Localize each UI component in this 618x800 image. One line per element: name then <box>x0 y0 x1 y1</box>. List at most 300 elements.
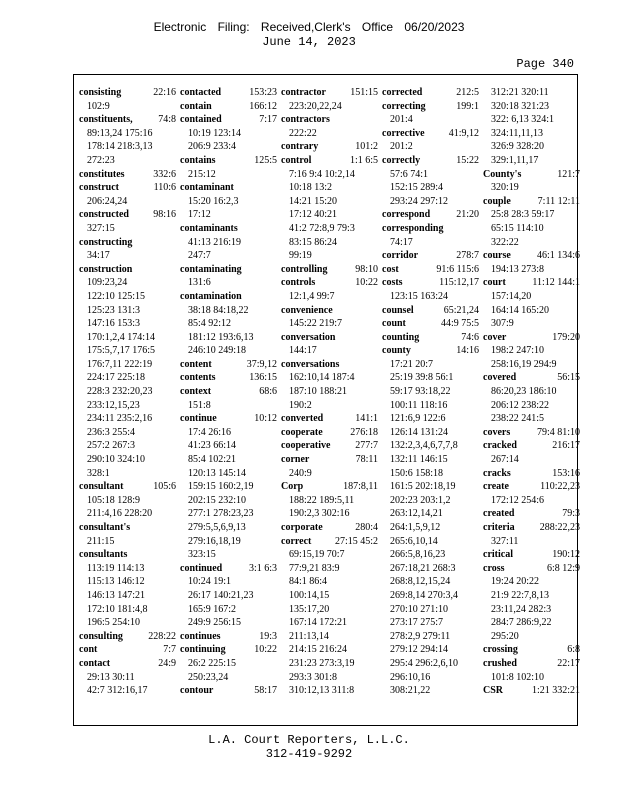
index-line <box>79 467 176 481</box>
index-line <box>382 603 479 617</box>
index-word: contractor <box>281 87 326 98</box>
page-line-reference: 98:16 <box>153 209 176 221</box>
page-line-reference: 25:8 28:3 59:17 <box>491 209 555 221</box>
index-entry <box>483 684 580 698</box>
index-entry <box>79 236 176 263</box>
page-line-reference: 98:10 <box>355 263 378 275</box>
page-line-reference: 121:6,9 122:6 <box>390 413 446 425</box>
index-line <box>382 208 479 222</box>
index-entry <box>483 507 580 521</box>
page-number: Page 340 <box>516 57 574 71</box>
index-word: construct <box>79 182 119 194</box>
index-line <box>79 263 176 277</box>
page-line-reference: 7:11 12:11 <box>537 195 580 207</box>
index-word: county <box>382 345 411 357</box>
page-line-reference: 29:13 30:11 <box>87 671 135 683</box>
index-line <box>180 548 277 562</box>
index-line <box>382 331 479 345</box>
index-line <box>483 684 580 698</box>
index-line <box>382 154 479 168</box>
index-word: Corp <box>281 481 304 493</box>
index-word: conversations <box>281 358 340 370</box>
index-entry <box>281 276 378 303</box>
page-line-reference: 264:1,5,9,12 <box>390 522 441 533</box>
index-entry <box>483 643 580 657</box>
index-line <box>483 344 580 358</box>
page-line-reference: 109:23,24 <box>87 277 128 289</box>
index-line <box>281 575 378 589</box>
index-line <box>180 684 277 698</box>
page-line-reference: 58:17 <box>254 685 277 697</box>
page-line-reference: 206:24,24 <box>87 195 128 207</box>
page-line-reference: 125:5 <box>254 154 277 166</box>
index-line <box>281 358 378 372</box>
page-line-reference: 202:15 232:10 <box>188 494 247 506</box>
page-line-reference: 105:18 128:9 <box>87 494 141 506</box>
index-line <box>382 453 479 467</box>
page-line-reference: 6:8 12:9 <box>546 562 580 574</box>
index-line <box>180 113 277 127</box>
index-line <box>79 86 176 100</box>
index-line <box>281 100 378 114</box>
index-line <box>79 385 176 399</box>
index-entry <box>180 86 277 100</box>
index-line <box>483 399 580 413</box>
index-entry <box>483 195 580 249</box>
page-line-reference: 34:17 <box>87 250 110 262</box>
index-line <box>180 589 277 603</box>
index-line <box>79 643 176 657</box>
index-word: correcting <box>382 100 426 112</box>
index-entry <box>79 168 176 182</box>
index-entry <box>483 480 580 507</box>
index-line <box>79 671 176 685</box>
index-word: controlling <box>281 263 328 275</box>
page-line-reference: 113:19 114:13 <box>87 562 145 574</box>
index-entry <box>281 426 378 440</box>
page-line-reference: 258:16,19 294:9 <box>491 358 557 370</box>
index-line <box>281 507 378 521</box>
index-line <box>180 616 277 630</box>
index-line <box>180 168 277 182</box>
index-line <box>483 304 580 318</box>
index-word: contains <box>180 154 216 166</box>
index-word: contractors <box>281 114 330 126</box>
index-line <box>79 222 176 236</box>
index-word: couple <box>483 195 511 207</box>
index-line <box>79 154 176 168</box>
page-line-reference: 99:19 <box>289 250 312 262</box>
page-line-reference: 234:11 235:2,16 <box>87 413 153 425</box>
page-line-reference: 329:1,11,17 <box>491 154 539 166</box>
index-entry <box>483 439 580 466</box>
index-entry <box>79 630 176 644</box>
index-word: controls <box>281 277 316 289</box>
index-word: contents <box>180 372 216 384</box>
page-line-reference: 126:14 131:24 <box>390 426 449 438</box>
index-line <box>382 358 479 372</box>
index-entry <box>483 548 580 562</box>
page-line-reference: 310:12,13 311:8 <box>289 685 355 697</box>
page-line-reference: 22:17 <box>557 657 580 669</box>
index-word: constituents, <box>79 114 133 126</box>
page-line-reference: 121:7 <box>557 168 580 180</box>
index-line <box>483 562 580 576</box>
index-line <box>281 236 378 250</box>
index-column <box>382 86 483 716</box>
index-line <box>483 113 580 127</box>
index-word: criteria <box>483 522 515 533</box>
index-line <box>483 494 580 508</box>
index-word: count <box>382 318 406 330</box>
page-line-reference: 78:11 <box>355 454 378 466</box>
index-line <box>382 562 479 576</box>
page-line-reference: 150:6 158:18 <box>390 467 444 479</box>
page-line-reference: 166:12 <box>249 100 277 112</box>
index-entry <box>180 100 277 114</box>
index-entry <box>483 521 580 548</box>
index-entry <box>281 439 378 453</box>
index-line <box>79 535 176 549</box>
page-line-reference: 14:21 15:20 <box>289 195 338 207</box>
index-word: continues <box>180 630 221 642</box>
index-entry <box>483 86 580 168</box>
index-line <box>79 412 176 426</box>
page-line-reference: 324:11,11,13 <box>491 127 544 139</box>
word-index <box>79 86 580 716</box>
index-line <box>281 684 378 698</box>
index-entry <box>483 562 580 644</box>
index-entry <box>180 412 277 562</box>
index-line <box>79 127 176 141</box>
index-entry <box>281 412 378 426</box>
index-line <box>483 671 580 685</box>
index-line <box>382 113 479 127</box>
index-line <box>180 344 277 358</box>
index-word: convenience <box>281 304 333 316</box>
index-entry <box>180 684 277 698</box>
index-line <box>483 589 580 603</box>
index-line <box>483 439 580 453</box>
page-line-reference: 201:4 <box>390 114 413 126</box>
index-line <box>483 331 580 345</box>
index-word: consulting <box>79 630 123 642</box>
index-line <box>281 671 378 685</box>
index-line <box>79 439 176 453</box>
index-line <box>483 154 580 168</box>
index-word: cracks <box>483 467 511 479</box>
page-line-reference: 194:13 273:8 <box>491 263 545 275</box>
index-line <box>483 222 580 236</box>
index-line <box>79 603 176 617</box>
index-column <box>180 86 281 716</box>
index-word: content <box>180 358 212 370</box>
index-entry <box>483 249 580 276</box>
index-line <box>281 276 378 290</box>
index-line <box>281 439 378 453</box>
index-column <box>281 86 382 716</box>
index-word: contact <box>79 657 111 669</box>
index-entry <box>382 86 479 100</box>
page-line-reference: 41:23 66:14 <box>188 440 237 452</box>
index-word: consisting <box>79 87 122 98</box>
index-word: covers <box>483 426 511 438</box>
index-word: crushed <box>483 657 517 669</box>
index-word: critical <box>483 549 513 561</box>
page-line-reference: 247:7 <box>188 250 211 262</box>
page-line-reference: 100:14,15 <box>289 589 330 601</box>
index-word: continuing <box>180 644 226 656</box>
index-word: cont <box>79 644 98 656</box>
page-line-reference: 110:6 <box>153 182 176 194</box>
index-entry <box>281 263 378 277</box>
index-line <box>483 657 580 671</box>
page-line-reference: 151:8 <box>188 399 211 411</box>
index-line <box>180 385 277 399</box>
page-line-reference: 277:7 <box>355 440 378 452</box>
page-line-reference: 151:15 <box>350 87 378 98</box>
index-line <box>382 643 479 657</box>
index-entry <box>281 358 378 412</box>
page-line-reference: 77:9,21 83:9 <box>289 562 340 574</box>
index-line <box>281 494 378 508</box>
index-line <box>180 643 277 657</box>
page-line-reference: 21:9 22:7,8,13 <box>491 589 550 601</box>
page-line-reference: 266:5,8,16,23 <box>390 549 446 561</box>
index-line <box>483 630 580 644</box>
page-line-reference: 11:12 144:1 <box>532 277 580 289</box>
page-line-reference: 152:15 289:4 <box>390 182 444 194</box>
index-line <box>281 127 378 141</box>
page-line-reference: 249:9 256:15 <box>188 617 242 629</box>
page-line-reference: 1:21 332:21 <box>531 685 580 697</box>
index-line <box>483 548 580 562</box>
index-line <box>382 344 479 358</box>
index-line <box>180 521 277 535</box>
index-line <box>180 154 277 168</box>
page-line-reference: 214:15 216:24 <box>289 644 348 656</box>
page-line-reference: 24:9 <box>158 657 176 669</box>
page-line-reference: 178:14 218:3,13 <box>87 141 153 153</box>
index-line <box>281 521 378 535</box>
page-line-reference: 89:13,24 175:16 <box>87 127 153 139</box>
index-word: County's <box>483 168 522 180</box>
index-line <box>483 168 580 182</box>
page-line-reference: 84:1 86:4 <box>289 576 328 588</box>
index-line <box>180 140 277 154</box>
index-line <box>79 304 176 318</box>
page-line-reference: 328:1 <box>87 467 110 479</box>
index-line <box>281 480 378 494</box>
page-line-reference: 7:17 <box>259 114 277 126</box>
page-line-reference: 14:16 <box>456 345 479 357</box>
index-entry <box>79 208 176 235</box>
page-line-reference: 15:22 <box>456 154 479 166</box>
index-line <box>281 304 378 318</box>
page-line-reference: 267:18,21 268:3 <box>390 562 456 574</box>
page-line-reference: 153:16 <box>552 467 580 479</box>
index-word: contaminating <box>180 263 242 275</box>
page-line-reference: 263:12,14,21 <box>390 508 443 520</box>
page-line-reference: 79:4 81:10 <box>536 426 580 438</box>
page-line-reference: 295:20 <box>491 630 519 642</box>
index-line <box>382 100 479 114</box>
index-line <box>281 290 378 304</box>
index-entry <box>79 181 176 208</box>
index-line <box>281 548 378 562</box>
index-line <box>483 480 580 494</box>
index-word: correspond <box>382 209 431 221</box>
page-line-reference: 56:15 <box>557 372 580 384</box>
page-line-reference: 272:23 <box>87 154 115 166</box>
index-line <box>382 236 479 250</box>
index-word: consultant's <box>79 522 131 533</box>
index-entry <box>483 467 580 481</box>
index-word: counting <box>382 331 420 343</box>
index-word: contaminants <box>180 222 238 234</box>
index-word: corrected <box>382 87 423 98</box>
index-line <box>281 643 378 657</box>
index-line <box>483 371 580 385</box>
index-line <box>281 222 378 236</box>
page-line-reference: 176:7,11 222:19 <box>87 358 153 370</box>
index-line <box>483 317 580 331</box>
page-line-reference: 170:1,2,4 174:14 <box>87 331 156 343</box>
index-line <box>281 385 378 399</box>
index-entry <box>281 331 378 358</box>
index-line <box>281 208 378 222</box>
index-line <box>180 208 277 222</box>
page-line-reference: 323:15 <box>188 549 216 561</box>
index-line <box>382 222 479 236</box>
index-word: crossing <box>483 644 518 656</box>
index-entry <box>79 643 176 657</box>
index-line <box>281 426 378 440</box>
index-line <box>281 467 378 481</box>
index-entry <box>281 154 378 263</box>
index-column <box>483 86 584 716</box>
page-line-reference: 23:11,24 282:3 <box>491 603 552 615</box>
index-line <box>79 113 176 127</box>
page-line-reference: 145:22 219:7 <box>289 318 343 330</box>
index-line <box>483 453 580 467</box>
index-line <box>180 575 277 589</box>
index-word: cooperative <box>281 440 331 452</box>
page-line-reference: 231:23 273:3,19 <box>289 657 355 669</box>
index-word: contrary <box>281 141 319 153</box>
index-line <box>281 344 378 358</box>
page-line-reference: 41:2 72:8,9 79:3 <box>289 222 355 234</box>
index-line <box>382 290 479 304</box>
index-entry <box>79 657 176 698</box>
index-line <box>382 426 479 440</box>
page-line-reference: 74:6 <box>461 331 479 343</box>
page-line-reference: 279:12 294:14 <box>390 644 449 656</box>
filing-stamp: Electronic Filing: Received,Clerk's Office 06/20/2023 <box>153 20 465 34</box>
index-entry <box>180 154 277 181</box>
page-line-reference: 211:4,16 228:20 <box>87 508 153 520</box>
index-line <box>180 494 277 508</box>
page-line-reference: 83:15 86:24 <box>289 236 338 248</box>
page-line-reference: 86:20,23 186:10 <box>491 386 557 398</box>
page-line-reference: 79:3 <box>562 508 580 520</box>
index-line <box>180 100 277 114</box>
index-entry <box>281 535 378 698</box>
index-line <box>180 399 277 413</box>
index-line <box>281 616 378 630</box>
page-line-reference: 15:20 16:2,3 <box>188 195 239 207</box>
index-line <box>382 521 479 535</box>
index-word: cost <box>382 263 399 275</box>
page-line-reference: 236:3 255:4 <box>87 426 136 438</box>
page-line-reference: 216:17 <box>552 440 580 452</box>
page-line-reference: 144:17 <box>289 345 317 357</box>
index-line <box>281 168 378 182</box>
index-line <box>382 494 479 508</box>
index-line <box>79 494 176 508</box>
index-line <box>483 208 580 222</box>
page-line-reference: 257:2 267:3 <box>87 440 136 452</box>
index-line <box>79 548 176 562</box>
index-line <box>483 249 580 263</box>
index-line <box>281 195 378 209</box>
index-line <box>281 249 378 263</box>
index-line <box>483 535 580 549</box>
index-entry <box>281 113 378 140</box>
index-line <box>483 643 580 657</box>
index-entry <box>281 140 378 154</box>
index-line <box>180 263 277 277</box>
index-line <box>382 657 479 671</box>
page-line-reference: 105:6 <box>153 481 176 493</box>
page-line-reference: 6:8 <box>567 644 580 656</box>
page-line-reference: 147:16 153:3 <box>87 318 141 330</box>
page-line-reference: 37:9,12 <box>246 358 277 370</box>
page-line-reference: 101:2 <box>355 141 378 153</box>
index-line <box>79 426 176 440</box>
index-entry <box>79 548 176 630</box>
page-line-reference: 19:24 20:22 <box>491 576 540 588</box>
page-line-reference: 326:9 328:20 <box>491 141 545 153</box>
index-line <box>483 385 580 399</box>
index-entry <box>180 358 277 372</box>
index-line <box>382 589 479 603</box>
page-line-reference: 224:17 225:18 <box>87 372 146 384</box>
index-entry <box>382 127 479 154</box>
index-word: corrective <box>382 127 425 139</box>
index-line <box>180 562 277 576</box>
index-line <box>382 616 479 630</box>
index-line <box>281 535 378 549</box>
index-line <box>382 399 479 413</box>
index-word: constructing <box>79 236 133 248</box>
page-line-reference: 246:10 249:18 <box>188 345 247 357</box>
index-line <box>483 236 580 250</box>
page-line-reference: 25:19 39:8 56:1 <box>390 372 454 384</box>
page-line-reference: 187:8,11 <box>343 481 378 493</box>
index-line <box>79 344 176 358</box>
page-line-reference: 10:12 <box>254 413 277 425</box>
index-entry <box>483 276 580 330</box>
index-word: continued <box>180 562 223 574</box>
index-line <box>281 154 378 168</box>
index-entry <box>79 113 176 167</box>
page-line-reference: 332:6 <box>153 168 176 180</box>
index-entry <box>382 263 479 277</box>
index-entry <box>79 263 176 481</box>
page-line-reference: 278:2,9 279:11 <box>390 630 451 642</box>
index-line <box>79 521 176 535</box>
